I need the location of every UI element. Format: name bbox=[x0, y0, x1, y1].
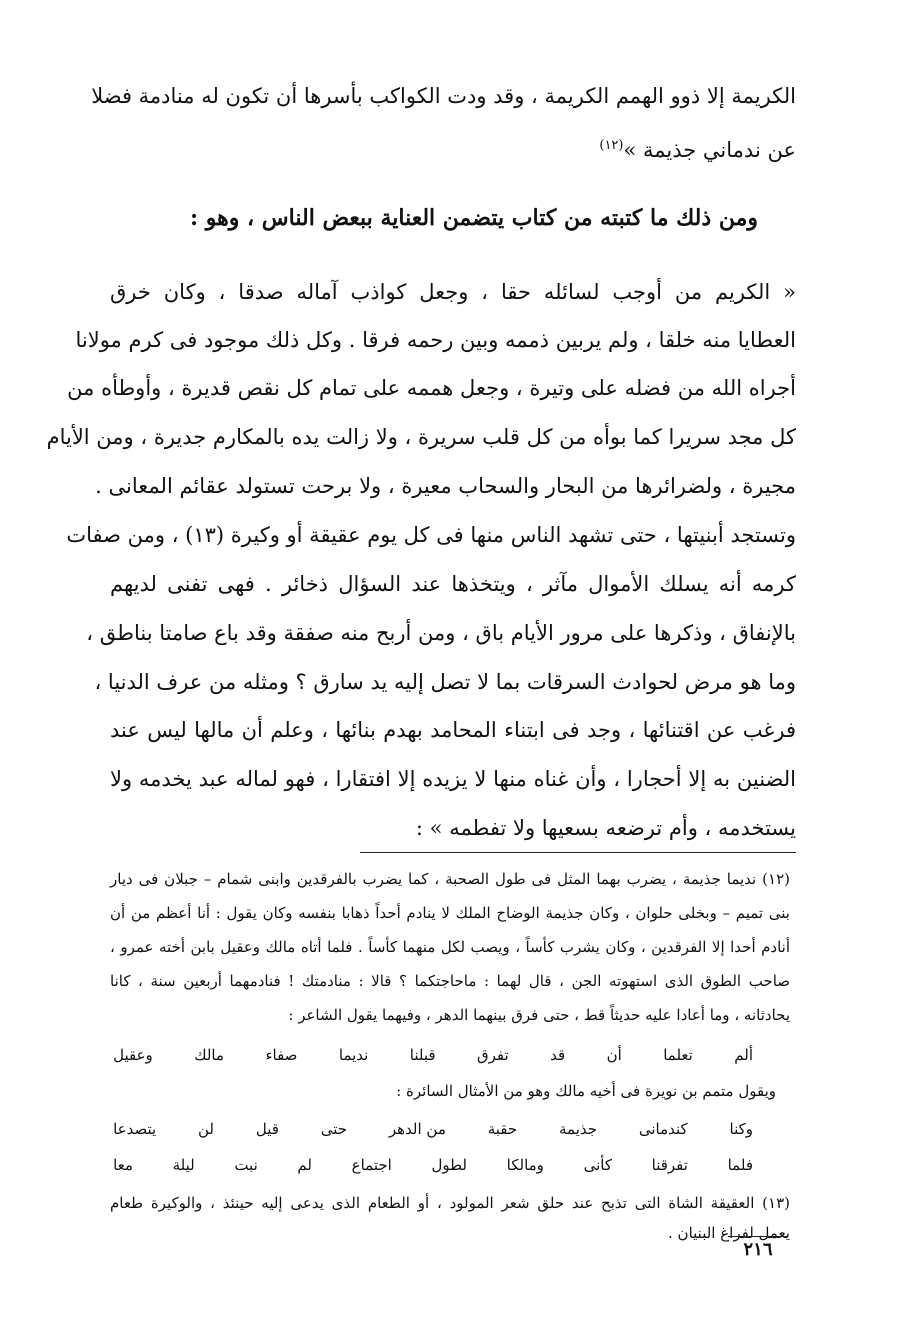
text-line: فرغب عن اقتنائها ، وجد فى ابتناء المحامد بهدم بنائها ، وعلم أن مالها ليس عند bbox=[110, 718, 796, 742]
verse-line bbox=[113, 1040, 753, 1070]
verse-word: حقبة bbox=[487, 1120, 518, 1138]
page-number: ٢١٦ bbox=[728, 1236, 788, 1263]
footnote-line: صاحب الطوق الذى استهوته الجن ، قال لهما : ماحاجتكما ؟ قالا : منادمتك ! فنادمهما أربعين سنة ، كانا bbox=[110, 972, 790, 990]
verse-word: حتى bbox=[320, 1120, 348, 1138]
footnote-line: يحادثانه ، وما أعادا عليه حديثاً قط ، حتى فرق بينهما الدهر ، وفيهما يقول الشاعر : bbox=[288, 1006, 790, 1024]
verse-word: لن bbox=[198, 1120, 214, 1138]
verse-word: كندمانى bbox=[638, 1120, 688, 1138]
verse-word: وكنا bbox=[729, 1120, 753, 1138]
text-line: يستخدمه ، وأم ترضعه بسعيها ولا تفطمه » : bbox=[415, 816, 796, 840]
verse-word: وعقيل bbox=[113, 1046, 153, 1064]
verse-word: فلما bbox=[727, 1156, 753, 1174]
verse-word: معا bbox=[113, 1156, 133, 1174]
verse-word: مالك bbox=[194, 1046, 225, 1064]
section-heading: ومن ذلك ما كتبته من كتاب يتضمن العناية ببعض الناس ، وهو : bbox=[190, 205, 758, 231]
text-line bbox=[110, 126, 796, 170]
verse-word: من الدهر bbox=[388, 1120, 446, 1138]
footnote-line: أنادم أحدا إلا الفرقدين ، وكان يشرب كأساً ، ويصب لكل منهما كأساً . فلما أتاه مالك وعقيل بابن أخته عمرو ، bbox=[110, 938, 790, 956]
verse-word: قد bbox=[550, 1046, 566, 1064]
text-line: وتستجد أبنيتها ، حتى تشهد الناس منها فى كل يوم عقيقة أو وكيرة (١٣) ، ومن صفات bbox=[66, 523, 796, 547]
footnote-line: يعمل لفراغ البنيان . bbox=[668, 1224, 790, 1242]
text-line: وما هو مرض لحوادث السرقات بما لا تصل إليه يد سارق ؟ ومثله من عرف الدنيا ، bbox=[94, 670, 796, 694]
verse-word: اجتماع bbox=[351, 1156, 392, 1174]
verse-word: قبلنا bbox=[409, 1046, 436, 1064]
footnote-line: (١٢) نديما جذيمة ، يضرب بهما المثل فى طول الصحبة ، كما يضرب بالفرقدين وابنى شمام – جبلان فى ديار bbox=[110, 870, 790, 888]
verse-line bbox=[113, 1114, 753, 1144]
text-line: كرمه أنه يسلك الأموال مآثر ، ويتخذها عند السؤال ذخائر . فهى تفنى لديهم bbox=[110, 572, 796, 596]
text-line-content: عن ندماني جذيمة » bbox=[623, 138, 796, 162]
text-line: كل مجد سريرا كما بوأه من كل قلب سريرة ، ولا زالت يده بالمكارم جديرة ، ومن الأيام bbox=[46, 425, 796, 449]
verse-word: لم bbox=[297, 1156, 312, 1174]
verse-word: كأنى bbox=[583, 1156, 612, 1174]
text-line: الكريمة إلا ذوو الهمم الكريمة ، وقد ودت الكواكب بأسرها أن تكون له منادمة فضلا bbox=[91, 84, 796, 108]
verse-word: يتصدعا bbox=[113, 1120, 157, 1138]
verse-word: قيل bbox=[255, 1120, 279, 1138]
footnote-separator bbox=[360, 852, 796, 853]
verse-word: نديما bbox=[338, 1046, 369, 1064]
text-line: العطايا منه خلقا ، ولم يربين ذممه وبين رحمه فرقا . وكل ذلك موجود فى كرم مولانا bbox=[75, 328, 796, 352]
verse-word: أن bbox=[606, 1046, 622, 1064]
footnote-line: بنى تميم – وبخلى حلوان ، وكان جذيمة الوضاح الملك لا ينادم أحداً ذهابا بنفسه وكان يقول : أنا أعظم من أن bbox=[110, 904, 790, 922]
verse-word: لطول bbox=[431, 1156, 467, 1174]
verse-word: تفرق bbox=[476, 1046, 509, 1064]
verse-word: تفرقنا bbox=[651, 1156, 688, 1174]
verse-word: صفاء bbox=[265, 1046, 298, 1064]
verse-line bbox=[113, 1150, 753, 1180]
verse-word: تعلما bbox=[663, 1046, 693, 1064]
text-line: الضنين به إلا أحجارا ، وأن غناه منها لا يزيده إلا افتقارا ، فهو لماله عبد يخدمه ولا bbox=[110, 767, 796, 791]
footnote-line: ويقول متمم بن نويرة فى أخيه مالك وهو من الأمثال السائرة : bbox=[396, 1082, 776, 1100]
verse-word: نبت bbox=[234, 1156, 258, 1174]
text-line: بالإنفاق ، وذكرها على مرور الأيام باق ، ومن أربح منه صفقة وقد باع صامتا بناطق ، bbox=[86, 621, 796, 645]
footnote-ref: (١٢) bbox=[599, 138, 624, 153]
verse-word: ألم bbox=[734, 1046, 753, 1064]
text-line: « الكريم من أوجب لسائله حقا ، وجعل كواذب آماله صدقا ، وكان خرق bbox=[110, 280, 796, 304]
text-line: أجراه الله من فضله على وتيرة ، وجعل هممه على تمام كل نقص قديرة ، وأوطأه من bbox=[67, 376, 796, 400]
verse-word: ومالكا bbox=[506, 1156, 544, 1174]
verse-word: ليلة bbox=[172, 1156, 195, 1174]
verse-word: جذيمة bbox=[558, 1120, 598, 1138]
footnote-line: (١٣) العقيقة الشاة التى تذبح عند حلق شعر المولود ، أو الطعام الذى يدعى إليه حينئذ ، والوكيرة طعام bbox=[110, 1194, 790, 1212]
text-line: مجيرة ، ولضرائرها من البحار والسحاب معيرة ، ولا برحت تستولد عقائم المعانى . bbox=[95, 474, 796, 498]
